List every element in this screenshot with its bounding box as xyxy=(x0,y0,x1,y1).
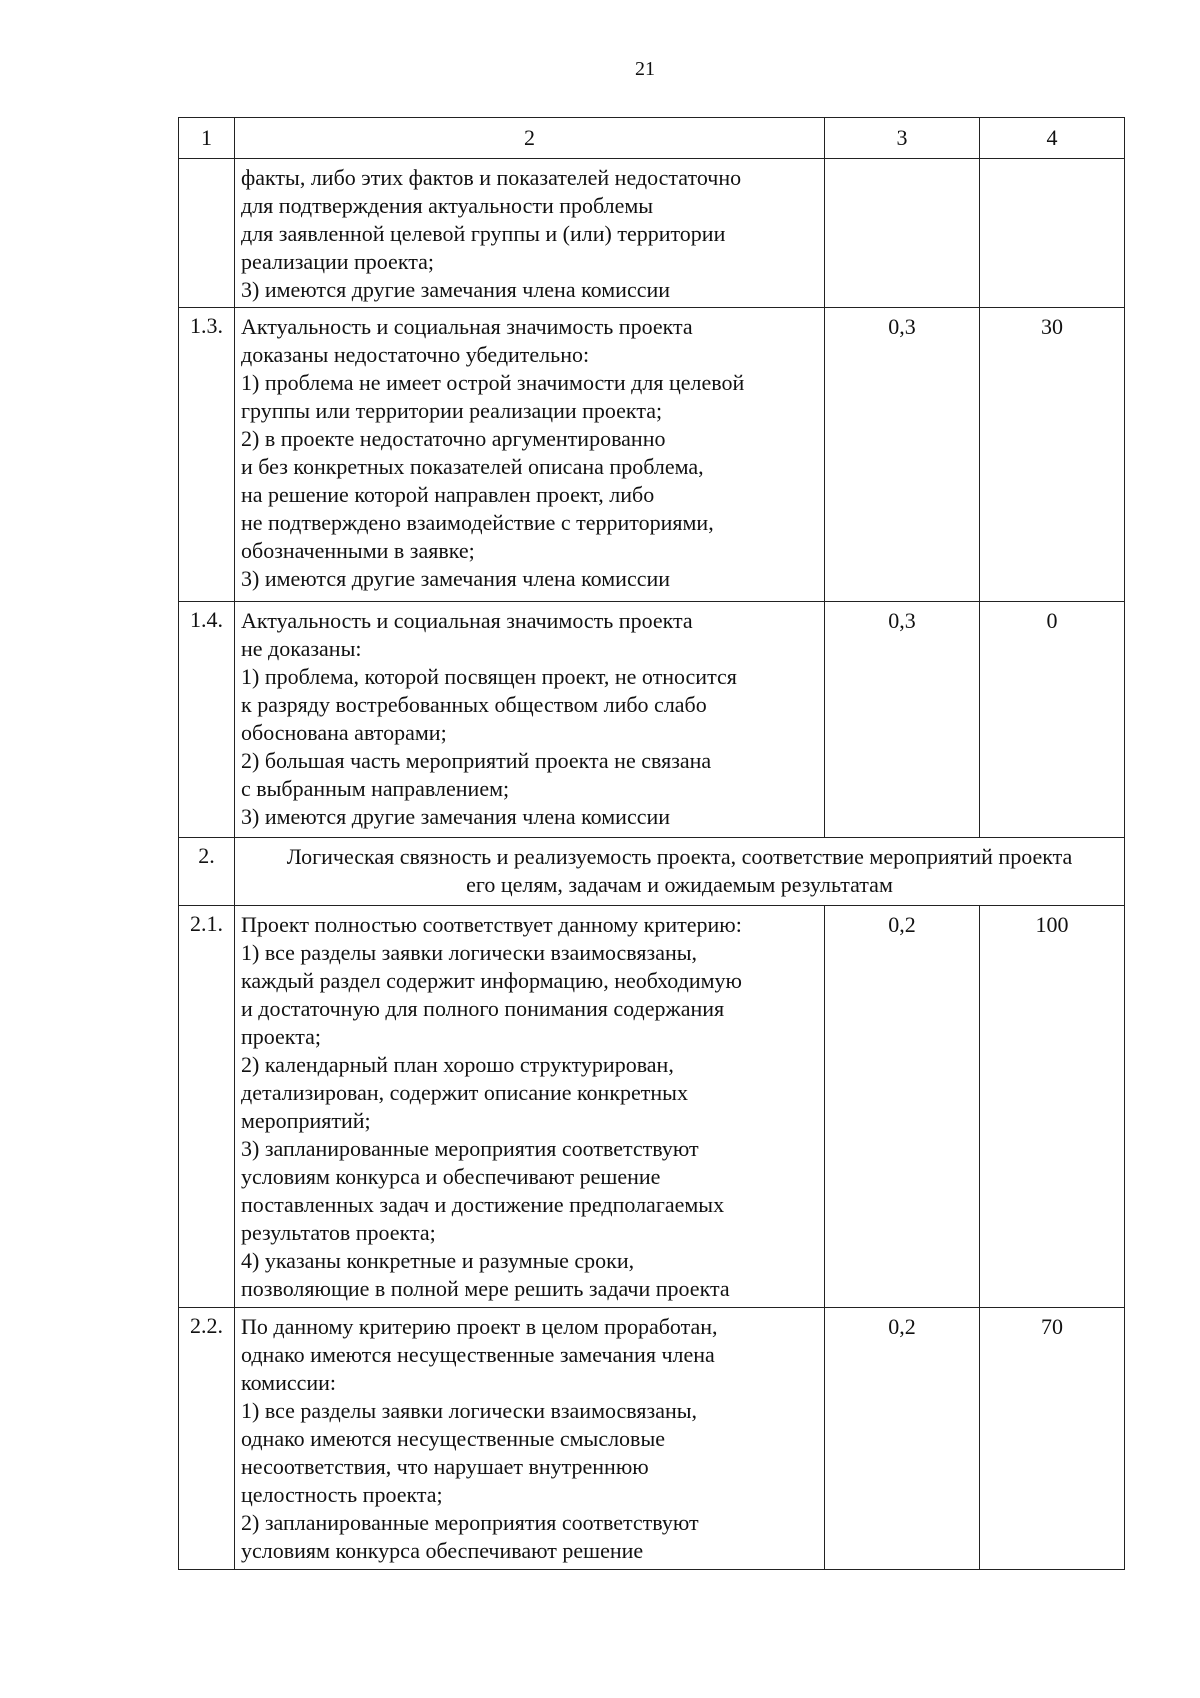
text-line: для подтверждения актуальности проблемы xyxy=(241,193,654,218)
row-number: 2.2. xyxy=(179,1308,235,1570)
criterion-text xyxy=(235,602,825,838)
text-line: факты, либо этих фактов и показателей недостаточно xyxy=(241,165,742,190)
row-number: 1.3. xyxy=(179,308,235,602)
text-line: проекта; xyxy=(241,1024,321,1049)
text-line: детализирован, содержит описание конкретных xyxy=(241,1080,688,1105)
text-line: условиям конкурса и обеспечивают решение xyxy=(241,1164,661,1189)
row-number xyxy=(179,159,235,308)
text-line: реализации проекта; xyxy=(241,249,434,274)
text-line: обоснована авторами; xyxy=(241,720,447,745)
score-value xyxy=(980,159,1125,308)
score-value: 30 xyxy=(980,308,1125,602)
table-row xyxy=(179,308,1125,602)
criterion-text xyxy=(235,308,825,602)
text-line: 3) имеются другие замечания члена комиссии xyxy=(241,277,671,302)
text-line: Актуальность и социальная значимость проекта xyxy=(241,314,693,339)
text-line: 1) все разделы заявки логически взаимосвязаны, xyxy=(241,1398,698,1423)
text-line: с выбранным направлением; xyxy=(241,776,510,801)
text-line: 1) все разделы заявки логически взаимосвязаны, xyxy=(241,940,698,965)
row-number: 1.4. xyxy=(179,602,235,838)
text-line: на решение которой направлен проект, либо xyxy=(241,482,655,507)
text-line: однако имеются несущественные замечания члена xyxy=(241,1342,715,1367)
header-cell: 4 xyxy=(980,118,1125,159)
criteria-table xyxy=(178,117,1125,1570)
text-line: 2) календарный план хорошо структурирован, xyxy=(241,1052,674,1077)
text-line: 3) запланированные мероприятия соответствуют xyxy=(241,1136,699,1161)
text-line: несоответствия, что нарушает внутреннюю xyxy=(241,1454,649,1479)
text-line: доказаны недостаточно убедительно: xyxy=(241,342,590,367)
text-line: 1) проблема, которой посвящен проект, не относится xyxy=(241,664,737,689)
text-line: 2) большая часть мероприятий проекта не связана xyxy=(241,748,712,773)
score-value: 100 xyxy=(980,906,1125,1308)
weight-value: 0,3 xyxy=(825,602,980,838)
weight-value: 0,2 xyxy=(825,906,980,1308)
section-row xyxy=(179,838,1125,906)
weight-value xyxy=(825,159,980,308)
section-number: 2. xyxy=(179,838,235,906)
score-value: 70 xyxy=(980,1308,1125,1570)
text-line: поставленных задач и достижение предполагаемых xyxy=(241,1192,725,1217)
text-line: условиям конкурса обеспечивают решение xyxy=(241,1538,644,1563)
text-line: к разряду востребованных обществом либо слабо xyxy=(241,692,707,717)
text-line: не доказаны: xyxy=(241,636,362,661)
text-line: целостность проекта; xyxy=(241,1482,443,1507)
text-line: 3) имеются другие замечания члена комиссии xyxy=(241,804,671,829)
text-line: не подтверждено взаимодействие с территориями, xyxy=(241,510,714,535)
text-line: результатов проекта; xyxy=(241,1220,436,1245)
table-row xyxy=(179,906,1125,1308)
weight-value: 0,3 xyxy=(825,308,980,602)
header-cell: 2 xyxy=(235,118,825,159)
row-number: 2.1. xyxy=(179,906,235,1308)
score-value: 0 xyxy=(980,602,1125,838)
text-line: 2) в проекте недостаточно аргументированно xyxy=(241,426,666,451)
table-header-row xyxy=(179,118,1125,159)
header-cell: 3 xyxy=(825,118,980,159)
table-row xyxy=(179,1308,1125,1570)
text-line: комиссии: xyxy=(241,1370,337,1395)
table-row xyxy=(179,602,1125,838)
text-line: и достаточную для полного понимания содержания xyxy=(241,996,725,1021)
text-line: его целям, задачам и ожидаемым результатам xyxy=(466,872,893,897)
text-line: По данному критерию проект в целом проработан, xyxy=(241,1314,718,1339)
weight-value: 0,2 xyxy=(825,1308,980,1570)
text-line: 2) запланированные мероприятия соответствуют xyxy=(241,1510,699,1535)
text-line: Актуальность и социальная значимость проекта xyxy=(241,608,693,633)
page-number: 21 xyxy=(635,58,655,80)
section-title xyxy=(235,838,1125,906)
criterion-text xyxy=(235,1308,825,1570)
text-line: 1) проблема не имеет острой значимости для целевой xyxy=(241,370,745,395)
text-line: 3) имеются другие замечания члена комиссии xyxy=(241,566,671,591)
table-row xyxy=(179,159,1125,308)
text-line: позволяющие в полной мере решить задачи проекта xyxy=(241,1276,730,1301)
text-line: обозначенными в заявке; xyxy=(241,538,475,563)
text-line: группы или территории реализации проекта; xyxy=(241,398,663,423)
text-line: и без конкретных показателей описана проблема, xyxy=(241,454,704,479)
criterion-text xyxy=(235,906,825,1308)
text-line: 4) указаны конкретные и разумные сроки, xyxy=(241,1248,635,1273)
header-cell: 1 xyxy=(179,118,235,159)
text-line: Проект полностью соответствует данному критерию: xyxy=(241,912,742,937)
text-line: Логическая связность и реализуемость проекта, соответствие мероприятий проекта xyxy=(286,844,1073,869)
criterion-text xyxy=(235,159,825,308)
text-line: мероприятий; xyxy=(241,1108,371,1133)
text-line: для заявленной целевой группы и (или) территории xyxy=(241,221,726,246)
text-line: каждый раздел содержит информацию, необходимую xyxy=(241,968,742,993)
text-line: однако имеются несущественные смысловые xyxy=(241,1426,665,1451)
